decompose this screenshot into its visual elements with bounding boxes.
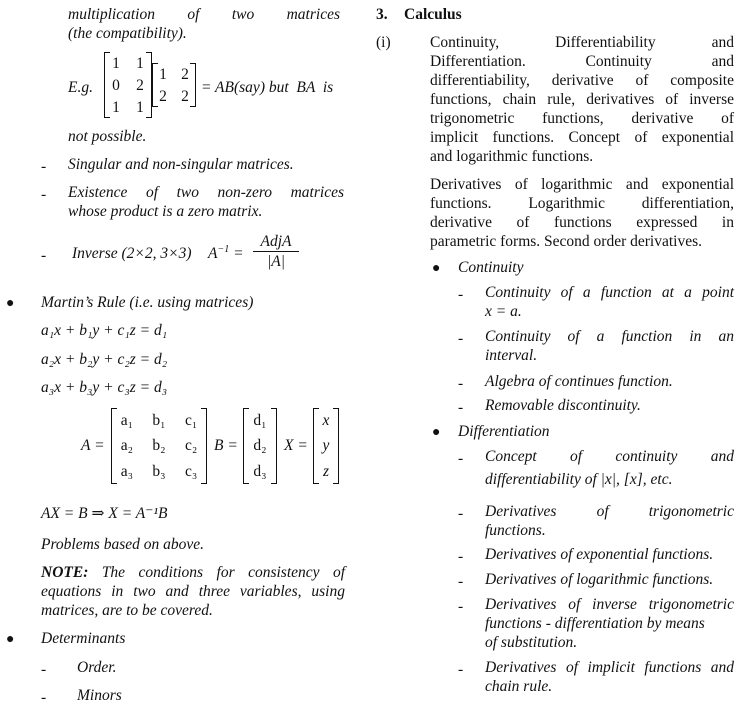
singular-item: Singular and non-singular matrices. xyxy=(68,156,294,173)
diff-item-5-line-1: Derivatives of inverse trigonometric xyxy=(485,596,734,613)
matrix-b-label: B = xyxy=(214,437,238,454)
dash-marker: - xyxy=(458,375,464,392)
note-line-2: equations in two and three variables, using xyxy=(41,583,345,600)
matrix-x: x y z xyxy=(313,408,339,484)
dash-marker: - xyxy=(41,689,47,706)
dash-marker: - xyxy=(458,399,464,416)
para2-line-3: derivative of functions expressed in xyxy=(430,214,734,231)
cont-item-1-line-2: x = a. xyxy=(485,303,522,320)
dash-marker: - xyxy=(41,247,47,264)
dash-marker: - xyxy=(458,286,464,303)
bullet-icon: ● xyxy=(6,632,15,647)
bullet-icon: ● xyxy=(432,425,441,440)
para2-line-1: Derivatives of logarithmic and exponential xyxy=(430,176,734,193)
para2-line-4: parametric forms. Second order derivatives. xyxy=(430,233,703,250)
dash-marker: - xyxy=(458,573,464,590)
equation-3: a₃x + b₃y + c₃z = d₃ xyxy=(41,379,168,396)
para1-line-1: Continuity, Differentiability and xyxy=(430,34,734,51)
cont-item-2-line-1: Continuity of a function in an xyxy=(485,328,734,345)
diff-item-5-line-3: of substitution. xyxy=(485,634,578,651)
diff-item-1-line-2: differentiability of |x|, [x], etc. xyxy=(485,471,673,488)
minors-item: Minors xyxy=(77,687,122,704)
problems: Problems based on above. xyxy=(41,536,205,553)
para1-line-3: differentiability, derivative of composite xyxy=(430,72,734,89)
diff-item-4: Derivatives of logarithmic functions. xyxy=(485,571,714,588)
note-line-3: matrices, are to be covered. xyxy=(41,602,213,619)
diff-item-2-line-2: functions. xyxy=(485,522,546,539)
cont-item-4: Removable discontinuity. xyxy=(485,397,641,414)
existence-item-line-2: whose product is a zero matrix. xyxy=(68,203,263,220)
dash-marker: - xyxy=(458,450,464,467)
order-item: Order. xyxy=(77,659,117,676)
bullet-icon: ● xyxy=(6,296,15,311)
bullet-icon: ● xyxy=(432,261,441,276)
matrix-a-label: A = xyxy=(81,437,105,454)
solution: AX = B ⇒ X = A⁻¹B xyxy=(41,505,168,522)
para1-line-2: Differentiation. Continuity and xyxy=(430,53,734,70)
dash-marker: - xyxy=(458,661,464,678)
differentiation-heading: Differentiation xyxy=(458,423,550,440)
example-matrix-a: 1 1 0 2 1 1 xyxy=(104,52,152,118)
dash-marker: - xyxy=(41,158,47,175)
intro-line-1: multiplication of two matrices xyxy=(68,6,340,23)
eg-label: E.g. xyxy=(68,79,93,96)
diff-item-3: Derivatives of exponential functions. xyxy=(485,546,714,563)
determinants: Determinants xyxy=(41,630,126,647)
matrix-x-label: X = xyxy=(284,437,308,454)
para1-line-5: trigonometric functions, derivative of xyxy=(430,110,734,127)
para1-line-6: implicit functions. Concept of exponential xyxy=(430,129,734,146)
inverse-fraction: AdjA |A| xyxy=(253,232,299,271)
diff-item-1-line-1: Concept of continuity and xyxy=(485,448,734,465)
cont-item-3: Algebra of continues function. xyxy=(485,373,673,390)
diff-item-6-line-2: chain rule. xyxy=(485,678,553,695)
dash-marker: - xyxy=(458,505,464,522)
equation-1: a₁x + b₁y + c₁z = d₁ xyxy=(41,322,168,339)
example-matrix-b: 1 2 2 2 xyxy=(152,63,196,107)
not-possible: not possible. xyxy=(68,128,147,145)
dash-marker: - xyxy=(458,548,464,565)
para1-line-4: functions, chain rule, derivatives of inverse xyxy=(430,91,734,108)
cont-item-2-line-2: interval. xyxy=(485,347,538,364)
intro-line-2: (the compatibility). xyxy=(68,25,187,42)
diff-item-5-line-2: functions - differentiation by means xyxy=(485,615,705,632)
continuity-heading: Continuity xyxy=(458,259,524,276)
dash-marker: - xyxy=(458,330,464,347)
note-line-1: NOTE: The conditions for consistency of xyxy=(41,564,346,581)
equation-2: a₂x + b₂y + c₂z = d₂ xyxy=(41,351,168,368)
dash-marker: - xyxy=(41,661,47,678)
item-number: (i) xyxy=(376,34,391,51)
dash-marker: - xyxy=(458,598,464,615)
diff-item-6-line-1: Derivatives of implicit functions and xyxy=(485,659,734,676)
inverse-label: Inverse (2×2, 3×3) xyxy=(72,245,192,262)
para2-line-2: functions. Logarithmic differentiation, xyxy=(430,195,734,212)
dash-marker: - xyxy=(41,186,47,203)
matrix-b: d₁ d₂ d₃ xyxy=(243,408,277,484)
section-title: Calculus xyxy=(404,6,462,23)
section-number: 3. xyxy=(376,6,388,23)
cont-item-1-line-1: Continuity of a function at a point xyxy=(485,284,734,301)
para1-line-7: and logarithmic functions. xyxy=(430,148,594,165)
diff-item-2-line-1: Derivatives of trigonometric xyxy=(485,503,734,520)
eg-rest: = AB(say) but BA is xyxy=(201,79,334,96)
existence-item-line-1: Existence of two non-zero matrices xyxy=(68,184,344,201)
martins-rule: Martin’s Rule (i.e. using matrices) xyxy=(41,294,254,311)
inverse-lhs: $A^{-1}$ = xyxy=(208,243,244,262)
matrix-a: a₁ b₁ c₁ a₂ b₂ c₂ a₃ b₃ c₃ xyxy=(111,408,207,484)
